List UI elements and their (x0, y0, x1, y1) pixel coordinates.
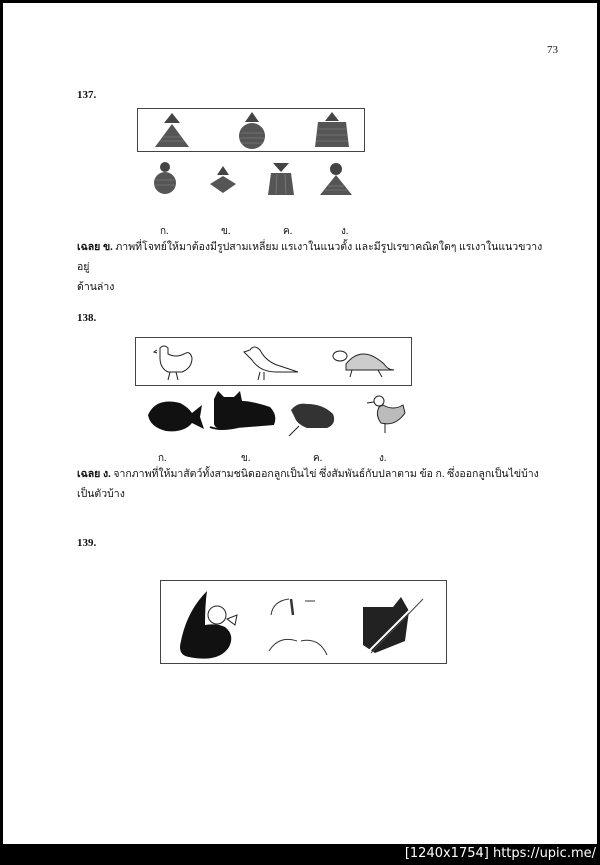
choice-138-c-label: ค. (313, 453, 323, 464)
question-139-prompt-frame (160, 580, 447, 664)
watermark-bar (0, 844, 600, 865)
document-page (3, 3, 597, 844)
cat-icon (206, 391, 278, 435)
choice-138-b-label: ข. (241, 453, 251, 464)
swordfish-icon (359, 595, 427, 657)
answer-138-text-line2: เป็นตัวบ้าง (77, 489, 125, 500)
page-number: 73 (547, 44, 558, 56)
bird-icon (238, 342, 302, 382)
choice-137-d-figure-icon (318, 162, 354, 196)
circle-with-small-triangle-top-icon (234, 111, 270, 151)
choice-137-c-figure-icon (265, 162, 297, 196)
angelfish-icon (175, 589, 245, 661)
question-138-prompt-frame (135, 337, 412, 386)
question-number-139: 139. (77, 537, 97, 549)
watermark-text: [1240x1754] https://upic.me/ (404, 846, 596, 861)
choice-137-c-label: ค. (283, 226, 293, 237)
choice-138-a-label: ก. (158, 453, 167, 464)
question-number-137: 137. (77, 89, 97, 101)
trapezoid-with-small-triangle-top-icon (312, 111, 352, 149)
fish-icon (146, 395, 204, 433)
answer-137 (77, 238, 547, 298)
frog-outline-icon (261, 591, 333, 661)
turtle-icon (328, 342, 394, 382)
answer-138-prefix: เฉลย ง. (77, 469, 111, 480)
question-137-prompt-frame (137, 108, 365, 152)
chicken-icon (152, 342, 196, 382)
triangle-with-small-triangle-top-icon (152, 111, 192, 149)
choice-137-d-label: ง. (341, 226, 349, 237)
choice-138-d-label: ง. (379, 453, 387, 464)
answer-137-text-line2: ด้านล่าง (77, 282, 115, 293)
duck-icon (365, 393, 407, 437)
answer-137-prefix: เฉลย ข. (77, 242, 113, 253)
choice-137-a-label: ก. (160, 226, 169, 237)
choice-137-b-label: ข. (221, 226, 231, 237)
answer-138-text: จากภาพที่ให้มาสัตว์ทั้งสามชนิดออกลูกเป็นไข่ ซึ่งสัมพันธ์กับปลาตาม ข้อ ก. ซึ่งออกลูกเป็นไข่บ้าง (113, 469, 539, 480)
rat-icon (287, 400, 337, 436)
question-number-138: 138. (77, 312, 97, 324)
answer-137-text: ภาพที่โจทย์ให้มาต้องมีรูปสามเหลี่ยม แรเงาในแนวตั้ง และมีรูปเรขาคณิตใดๆ แรเงาในแนวขวางอยู่ (77, 242, 543, 273)
choice-137-b-figure-icon (208, 165, 238, 195)
choice-137-a-figure-icon (151, 160, 179, 196)
answer-138 (77, 465, 547, 505)
